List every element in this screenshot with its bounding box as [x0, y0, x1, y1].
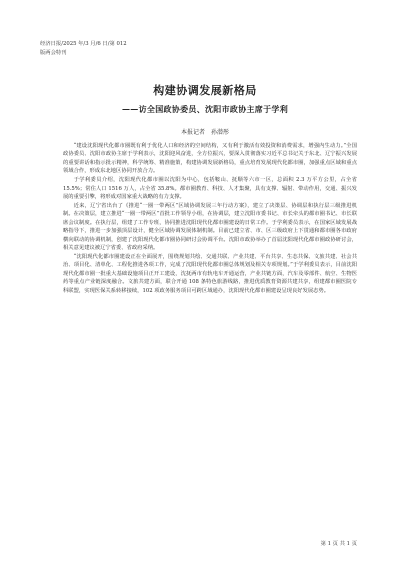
source-line-1: 经济日报/2025 年/3 月/6 日/第 012 — [40, 41, 127, 47]
source-line-2: 版两会特刊 — [40, 50, 67, 56]
article-title: 构建协调发展新格局 — [153, 84, 257, 97]
paragraph: “沈阳现代化都市圈建设正在全面展开，围绕规划共绘、交通共联、产业共建、平台共享、生态共保、文旅共建、社会共治、项目化、清单化、工程化推进各项工作，完成了沈阳现代化都市圈总体规划及相关专项规划。”于学利委员表示，目前沈阳现代化都市圈一批重大基础设施项目正开工建设，沈抚两市有轨电车开通运营，产业共链方面，汽车及零部件、航空、生物医药等重点产业链深度融合。文旅共建方面，联合开通 108 条特色旅游线路，推进优质教育资源共建共享，组建都市圈医院专科联盟，实现医保关系转移接续，102 项政务服务项目可跨区域通办，沈阳现代化都市圈建设呈现良好发展态势。 — [63, 254, 357, 294]
paragraph: 近来，辽宁省出台了《推进“一圈一带两区”区域协调发展三年行动方案》，建立了决策层、协调层和执行层三级推进机制。在决策层，建立推进“一圈一带两区”首批工作领导小组，在协调层，建立沈阳市委书记、市长牵头的都市圈书记、市长联席会议制度。在执行层，组建了工作专班，协同推进沈阳现代化都市圈建设的日常工作。于学利委员表示，在国家区域发展战略指导下，推进一步加强顶层设计，健全区域协调发展体制机制。目前已建立省、市、区三级政府上下贯通和都市圈各市政府横向联动的协调机制，创建了沈阳现代化都市圈协同研讨会协调平台。沈阳市政协举办了首届沈阳现代化都市圈政协研讨会，相关意见建议被辽宁省委、省政府采纳。 — [63, 203, 357, 252]
paragraph: 于学利委员介绍，沈阳现代化都市圈以沈阳为中心，包括鞍山、抚顺等六市一区，总面积 2.3 万平方公里，占全省 15.5%；常住人口 1516 万人，占全省 35.8%。都市圈教育、科技、人才集聚，具有支撑、辐射、带动作用，交通、振兴发展的重要引擎，将形成对国家重大战略的有力支撑。 — [63, 177, 357, 201]
article-subtitle: ——访全国政协委员、沈阳市政协主席于学利 — [122, 104, 288, 114]
paragraph: “建设沈阳现代化都市圈既有利于优化人口和经济的空间结构，又有利于激活有效投资和消费需求，增强内生动力。”全国政协委员、沈阳市政协主席于学利表示，沈阳迎风奋进，全方位振兴，要深入贯彻落实习近平总书记关于东北、辽宁振兴发展的重要讲话和指示批示精神，科学统筹、精准施策，构建协调发展新格局，重点培育发展现代化都市圈，加强重点区域和重点领域合作，形成东北地区协同开放合力。 — [63, 143, 357, 175]
article-byline: 本报记者 孙潜彤 — [180, 129, 229, 136]
article-body — [63, 142, 357, 296]
page-number: 第 1 页 共 1 页 — [320, 541, 357, 547]
source-meta — [40, 40, 127, 58]
